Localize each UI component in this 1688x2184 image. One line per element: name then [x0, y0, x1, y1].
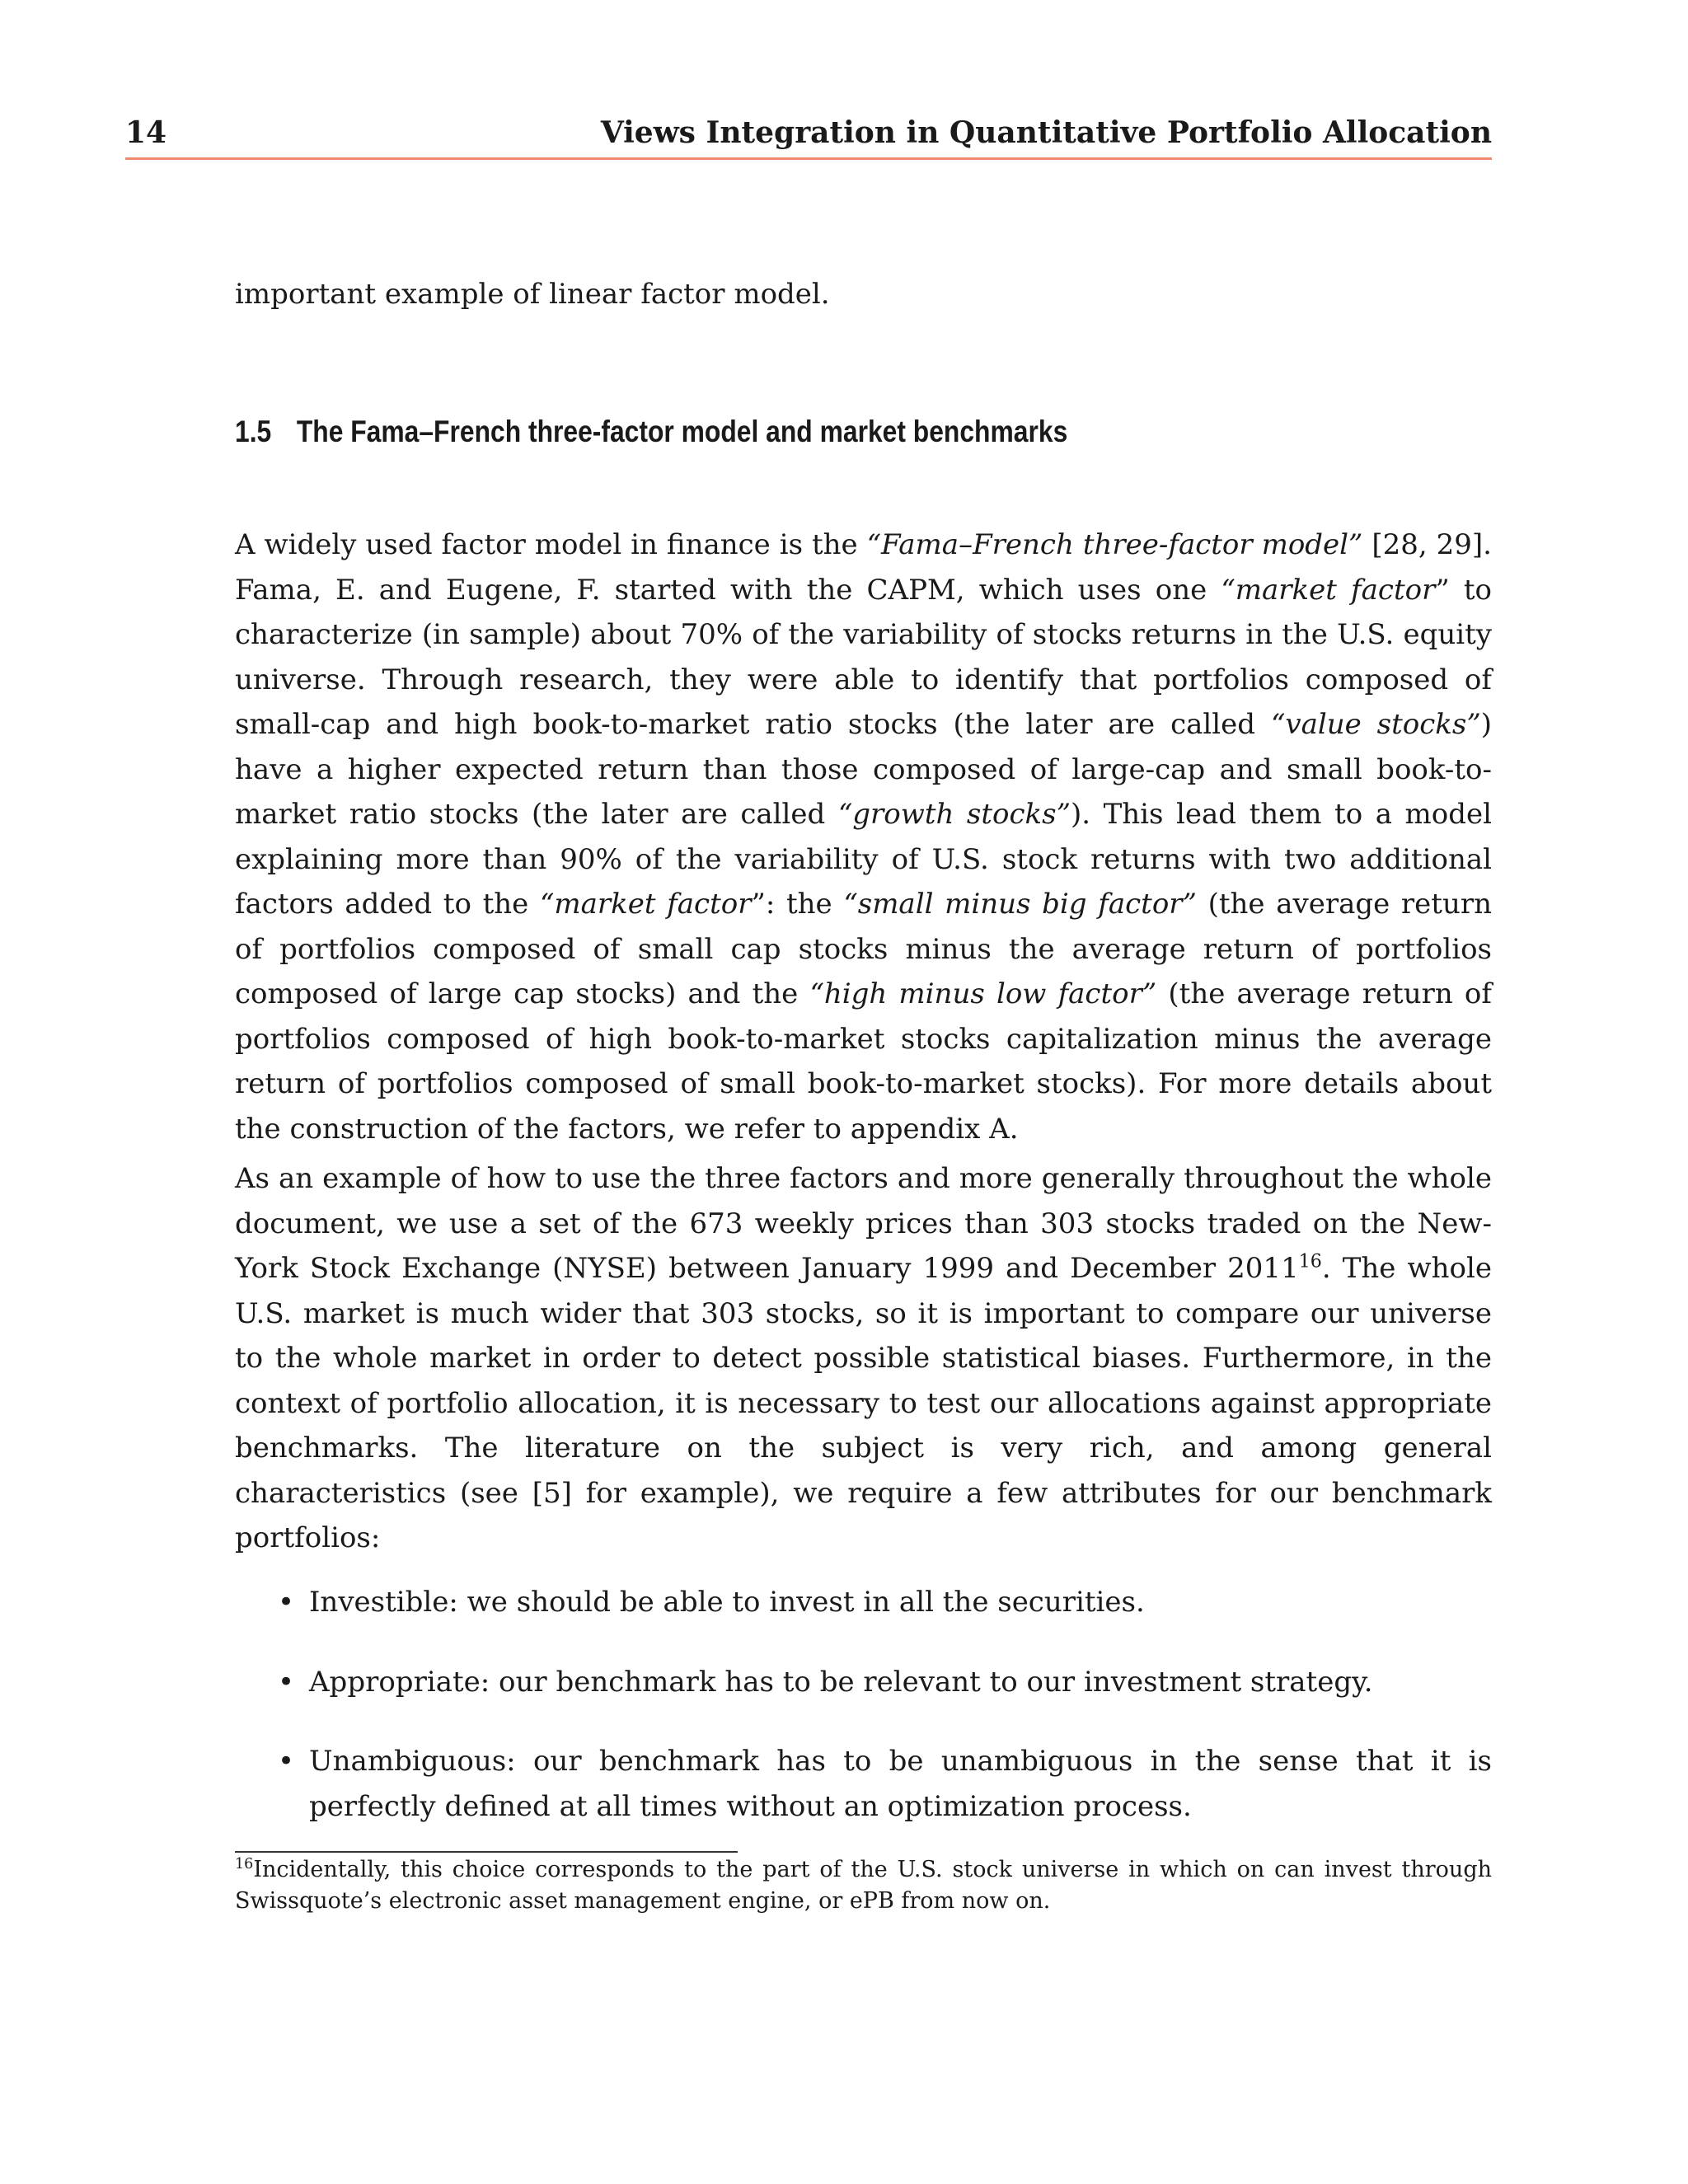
text-span: . The whole U.S. market is much wider that 303 stocks, so it is important to compare our universe to the whole market in order to detect possible statistical biases. Furthermore, in the context of portfolio allocation, it is necessary to test our allocations against appropriate benchmarks. The literature on the subject is very rich, and among general characteristics (see [5] for example), we require a few attributes for our benchmark portfolios: [235, 1252, 1492, 1554]
text-span: ”: the [751, 888, 844, 921]
footnote-text: Incidentally, this choice corresponds to the part of the U.S. stock universe in which on can invest through Swissquote’s electronic asset management engine, or ePB from now on. [235, 1857, 1492, 1914]
text-span: A widely used factor model in finance is the [235, 528, 867, 561]
benchmark-attributes-list [235, 1580, 1492, 1863]
list-item-text: Appropriate: our benchmark has to be relevant to our investment strategy. [309, 1665, 1373, 1699]
bullet-icon: • [278, 1665, 295, 1699]
italic-term: “growth stocks” [837, 798, 1071, 831]
text-span: [28, 29]. Fama, E. and Eugene, F. started with the CAPM, which uses one [235, 528, 1492, 607]
text-span: (the average return of portfolios composed of small cap stocks minus the average return of portfolios composed of large cap stocks) and the [235, 888, 1493, 1010]
italic-term: “high minus low factor” [809, 977, 1157, 1010]
italic-term: “market factor [539, 888, 752, 921]
header-rule [125, 157, 1492, 160]
bullet-icon: • [278, 1586, 295, 1619]
footnote-reference[interactable]: 16 [1298, 1250, 1322, 1272]
italic-term: “market factor [1221, 573, 1436, 607]
text-span: ) have a higher expected return than those composed of large-cap and small book-to-market ratio stocks (the later are called [235, 708, 1493, 831]
text-span: ” to characterize (in sample) about 70% of the variability of stocks returns in the U.S. equity universe. Through research, they were able to identify that portfolios composed of small-cap and high book-to-market ratio stocks (the later are called [235, 573, 1493, 741]
italic-term: “value stocks” [1270, 708, 1481, 741]
page-number: 14 [125, 115, 167, 150]
list-item-text: Investible: we should be able to invest in all the securities. [309, 1586, 1145, 1619]
carry-over-text: important example of linear factor model. [235, 278, 830, 311]
footnote-rule [235, 1851, 738, 1853]
running-title: Views Integration in Quantitative Portfolio Allocation [600, 115, 1492, 150]
section-number: 1.5 [235, 415, 272, 448]
section-heading [235, 415, 1067, 449]
section-title: The Fama–French three-factor model and market benchmarks [296, 415, 1068, 448]
list-item-text: Unambiguous: our benchmark has to be unambiguous in the sense that it is perfectly defined at all times without an optimization process. [309, 1745, 1492, 1823]
list-item [235, 1660, 1492, 1705]
footnote [235, 1854, 1492, 1917]
text-span: (the average return of portfolios composed of high book-to-market stocks capitalization minus the average return of portfolios composed of small book-to-market stocks). For more details about the construction of the factors, we refer to appendix A. [235, 977, 1492, 1146]
footnote-mark: 16 [235, 1856, 254, 1872]
list-item [235, 1580, 1492, 1625]
italic-term: “Fama–French three-factor model” [866, 528, 1363, 561]
paragraph-fama-french [235, 523, 1492, 1151]
italic-term: “small minus big factor” [843, 888, 1197, 921]
bullet-icon: • [278, 1745, 295, 1778]
paragraph-benchmarks [235, 1156, 1492, 1561]
list-item [235, 1739, 1492, 1829]
text-span: ). This lead them to a model explaining more than 90% of the variability of U.S. stock returns with two additional factors added to the [235, 798, 1493, 921]
text-span: As an example of how to use the three factors and more generally throughout the whole document, we use a set of the 673 weekly prices than 303 stocks traded on the New-York Stock Exchange (NYSE) between January 1999 and December 2011 [235, 1162, 1492, 1285]
